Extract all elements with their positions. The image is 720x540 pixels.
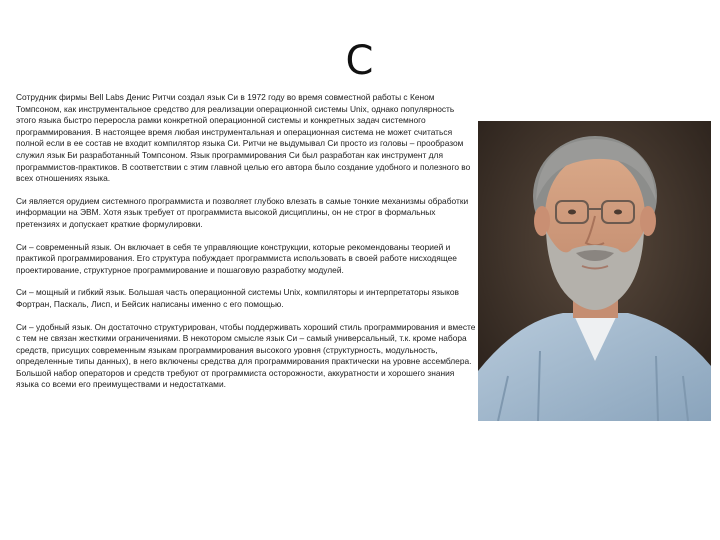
paragraph-history: Сотрудник фирмы Bell Labs Денис Ритчи создал язык Си в 1972 году во время совместной работы с Кеном Томпсоном, как инструментальное средство для реализации операционной системы Unix, однако популярность этого языка быстро переросла рамки конкретной операционной системы и конкретных задач системного программирования. В настоящее время любая инструментальная и операционная система не может считаться полной если в ее состав не входит компилятор языка Си. Ритчи не выдумывал Си просто из головы – прообразом служил язык Би разработанный Томпсоном. Язык программирования Си был разработан как инструмент для программистов-практиков. В соответствии с этим главной целью его автора было создание удобного и полезного во всех отношениях языка. xyxy=(16,92,471,184)
portrait-illustration xyxy=(478,121,711,421)
paragraph-modern: Си – современный язык. Он включает в себя те управляющие конструкции, которые рекомендованы теорией и практикой программирования. Его структура побуждает программиста использовать в своей работе нисходящее проектирование, структурное программирование и пошаговую разработку модулей. xyxy=(16,241,457,275)
paragraph-powerful: Си – мощный и гибкий язык. Большая часть операционной системы Unix, компиляторы и интерпретаторы языков Фортран, Паскаль, Лисп, и Бейсик написаны именно с его помощью. xyxy=(16,287,459,309)
slide-body xyxy=(16,92,476,402)
paragraph-system-tool: Си является орудием системного программиста и позволяет глубоко влезать в самые тонкие механизмы обработки информации на ЭВМ. Хотя язык требует от программиста высокой дисциплины, он не строг в формальных претензиях и допускает краткие формулировки. xyxy=(16,195,469,229)
portrait-photo xyxy=(478,121,711,421)
paragraph-convenient: Си – удобный язык. Он достаточно структурирован, чтобы поддерживать хороший стиль программирования и вместе с тем не связан жесткими ограничениями. В некотором смысле язык Си – самый универсальный, т.к. кроме набора средств, присущих современным языкам программирования высокого уровня (структурность, модульность, определенные типы данных), в него включены средства для программирования практически на уровне ассемблера. Большой набор операторов и средств требуют от программиста осторожности, аккуратности и хорошего знания языка со всеми его преимуществами и недостатками. xyxy=(16,321,476,390)
slide-title: C xyxy=(345,38,375,84)
